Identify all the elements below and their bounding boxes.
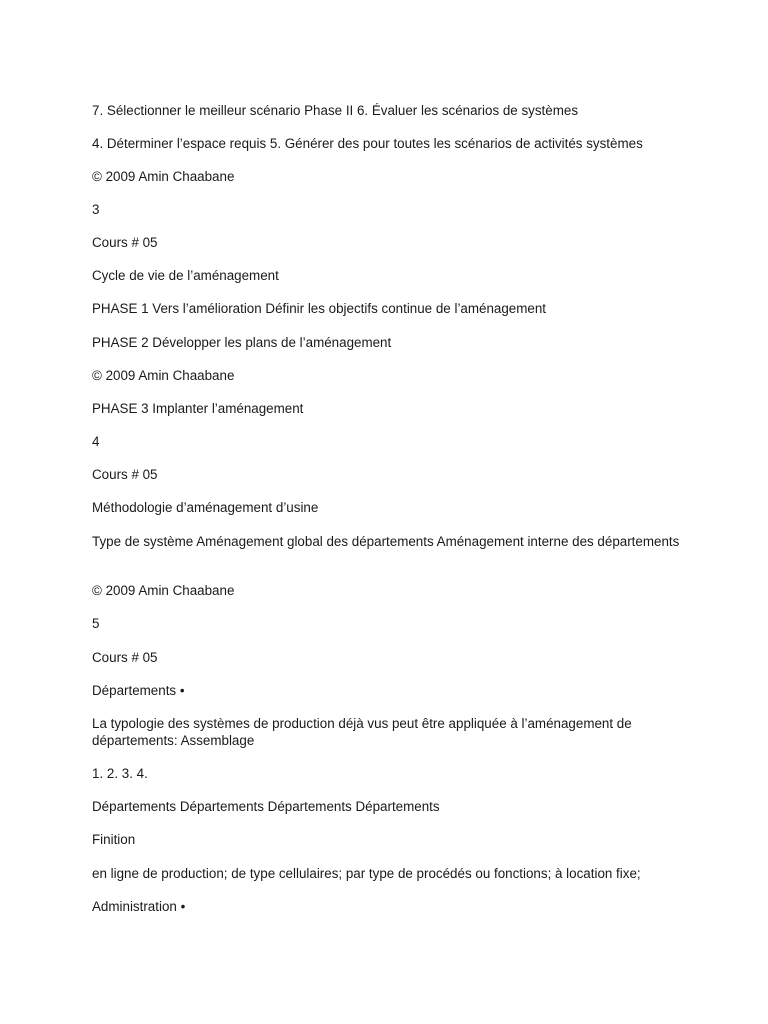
paragraph-copyright: © 2009 Amin Chaabane: [92, 169, 235, 184]
paragraph-phase-ii-steps: 7. Sélectionner le meilleur scénario Phase II 6. Évaluer les scénarios de systèmes: [92, 103, 579, 118]
paragraph-steps-4-5: 4. Déterminer l’espace requis 5. Générer des pour toutes les scénarios de activités systèmes: [92, 136, 643, 151]
paragraph-departments-bullet: Départements •: [92, 683, 185, 698]
paragraph-course-label: Cours # 05: [92, 650, 158, 665]
paragraph-typology: La typologie des systèmes de production déjà vus peut être appliquée à l’aménagement de départements: Assemblage: [92, 716, 632, 748]
paragraph-phase-1: PHASE 1 Vers l’amélioration Définir les objectifs continue de l’aménagement: [92, 301, 547, 316]
paragraph-course-label: Cours # 05: [92, 235, 158, 250]
paragraph-section-title: Cycle de vie de l’aménagement: [92, 268, 279, 283]
paragraph-page-number: 4: [92, 434, 100, 449]
paragraph-system-type: Type de système Aménagement global des départements Aménagement interne des départements: [92, 534, 680, 549]
paragraph-finition: Finition: [92, 832, 136, 847]
paragraph-phase-3: PHASE 3 Implanter l’aménagement: [92, 401, 304, 416]
paragraph-page-number: 5: [92, 616, 100, 631]
paragraph-phase-2: PHASE 2 Développer les plans de l’aménagement: [92, 335, 392, 350]
paragraph-copyright: © 2009 Amin Chaabane: [92, 368, 235, 383]
paragraph-course-label: Cours # 05: [92, 467, 158, 482]
paragraph-layout-types: en ligne de production; de type cellulaires; par type de procédés ou fonctions; à location fixe;: [92, 866, 641, 881]
paragraph-section-title: Méthodologie d’aménagement d’usine: [92, 500, 319, 515]
paragraph-numbered-list: 1. 2. 3. 4.: [92, 766, 148, 781]
paragraph-administration-bullet: Administration •: [92, 899, 186, 914]
paragraph-copyright: © 2009 Amin Chaabane: [92, 583, 235, 598]
paragraph-page-number: 3: [92, 202, 100, 217]
paragraph-departments-row: Départements Départements Départements Départements: [92, 799, 440, 814]
